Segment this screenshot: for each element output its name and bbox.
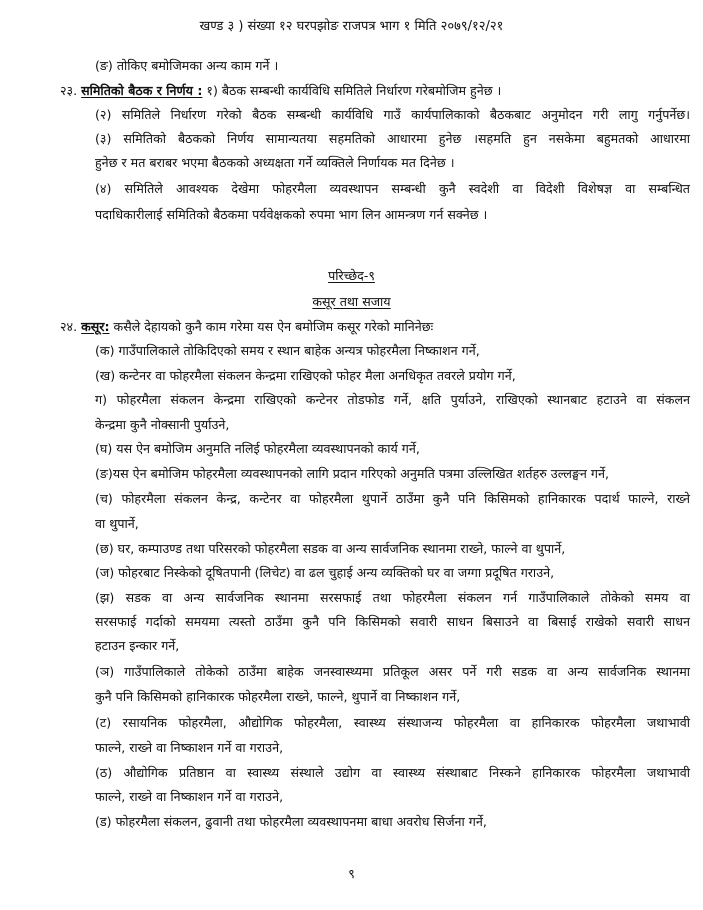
offence-nga: (ङ)यस ऐन बमोजिम फोहरमैला व्यवस्थापनको लागि प्रदान गरिएको अनुमति पत्रमा उल्लिखित शर्तहरु उल्लङ्घन गर्ने,: [95, 466, 609, 481]
offence-ja: (ज) फोहरबाट निस्केको दूषितपानी (लिचेट) वा ढल चुहाई अन्य व्यक्तिको घर वा जग्गा प्रदूषित गराउने,: [95, 565, 555, 580]
offence-ta: (ट) रसायनिक फोहरमैला, औद्योगिक फोहरमैला, स्वास्थ्य संस्थाजन्य फोहरमैला वा हानिकारक फोहरमैला जथाभावी: [95, 715, 690, 730]
section-title: कसूर:: [81, 319, 110, 334]
offence-ta-cont: फाल्ने, राख्ने वा निष्काशन गर्ने वा गराउने,: [95, 740, 284, 755]
offence-jha-cont-2: हटाउन इन्कार गर्ने,: [95, 638, 180, 653]
section-23-heading: [60, 83, 501, 99]
offence-da: (ड) फोहरमैला संकलन, ढुवानी तथा फोहरमैला व्यवस्थापनमा बाधा अवरोध सिर्जना गर्ने,: [95, 814, 487, 829]
clause-23-3: (३) समितिको बैठकको निर्णय सामान्यतया सहमतिको आधारमा हुनेछ ।सहमति हुन नसकेमा बहुमतको आधारमा: [95, 131, 690, 146]
section-text: १) बैठक सम्बन्धी कार्यविधि समितिले निर्धारण गरेबमोजिम हुनेछ ।: [206, 83, 502, 98]
offence-tha: (ठ) औद्योगिक प्रतिष्ठान वा स्वास्थ्य संस्थाले उद्योग वा स्वास्थ्य संस्थाबाट निस्कने हानिकारक फोहरमैला जथाभावी: [95, 765, 690, 780]
offence-gha: (घ) यस ऐन बमोजिम अनुमति नलिई फोहरमैला व्यवस्थापनको कार्य गर्ने,: [95, 441, 420, 456]
chapter-title: कसूर तथा सजाय: [312, 294, 391, 309]
clause-23-2: (२) समितिले निर्धारण गरेको बैठक सम्बन्धी कार्यविधि गाउँ कार्यपालिकाको बैठकबाट अनुमोदन गरी लागु गर्नुपर्नेछ।: [95, 107, 690, 122]
section-24-heading: [60, 319, 433, 335]
clause-23-4-cont: पदाधिकारीलाई समितिको बैठकमा पर्यवेक्षकको रुपमा भाग लिन आमन्त्रण गर्न सक्नेछ ।: [95, 207, 488, 222]
offence-jha: (झ) सडक वा अन्य सार्वजनिक स्थानमा सरसफाई तथा फोहरमैला संकलन गर्न गाउँपालिकाले तोकेको समय वा: [95, 590, 690, 605]
page-number: ९: [348, 866, 355, 881]
offence-chha: (छ) घर, कम्पाउण्ड तथा परिसरको फोहरमैला सडक वा अन्य सार्वजनिक स्थानमा राख्ने, फाल्ने वा थुपार्ने,: [95, 541, 566, 556]
clause-22-item-nga: (ङ) तोकिए बमोजिमका अन्य काम गर्ने ।: [95, 58, 279, 73]
offence-jha-cont: सरसफाई गर्दाको समयमा त्यस्तो ठाउँमा कुनै पनि किसिमको सवारी साधन बिसाउने वा बिसाई राखेको सवारी साधन: [95, 614, 690, 629]
section-number: २४.: [60, 319, 78, 334]
offence-ga: ग) फोहरमैला संकलन केन्द्रमा राखिएको कन्टेनर तोडफोड गर्ने, क्षति पुर्याउने, राखिएको स्थानबाट हटाउने वा संकलन: [95, 392, 690, 407]
section-title: समितिको बैठक र निर्णय :: [81, 83, 203, 98]
offence-cha-cont: वा थुपार्ने,: [95, 516, 139, 531]
offence-nya-cont: कुनै पनि किसिमको हानिकारक फोहरमैला राख्ने, फाल्ने, थुपार्ने वा निष्काशन गर्ने,: [95, 689, 461, 704]
section-number: २३.: [60, 83, 78, 98]
chapter-number: परिच्छेद-९: [328, 268, 375, 283]
offence-tha-cont: फाल्ने, राख्ने वा निष्काशन गर्ने वा गराउने,: [95, 789, 284, 804]
offence-nya: (ञ) गाउँपालिकाले तोकेको ठाउँमा बाहेक जनस्वास्थ्यमा प्रतिकूल असर पर्ने गरी सडक वा अन्य सार्वजनिक स्थानमा: [95, 664, 690, 679]
section-text: कसैले देहायको कुनै काम गरेमा यस ऐन बमोजिम कसूर गरेको मानिनेछः: [113, 319, 434, 334]
offence-ga-cont: केन्द्रमा कुनै नोक्सानी पुर्याउने,: [95, 417, 230, 432]
page-header: खण्ड ३ ) संख्या १२ घरपझोङ राजपत्र भाग १ मिति २०७९/१२/२१: [199, 19, 504, 34]
offence-ka: (क) गाउँपालिकाले तोकिदिएको समय र स्थान बाहेक अन्यत्र फोहरमैला निष्काशन गर्ने,: [95, 343, 480, 358]
clause-23-4: (४) समितिले आवश्यक देखेमा फोहरमैला व्यवस्थापन सम्बन्धी कुनै स्वदेशी वा विदेशी विशेषज्ञ वा सम्बन्धित: [95, 181, 690, 196]
offence-cha: (च) फोहरमैला संकलन केन्द्र, कन्टेनर वा फोहरमैला थुपार्ने ठाउँमा कुनै पनि किसिमको हानिकारक पदार्थ फाल्ने, राख्ने: [95, 491, 690, 506]
clause-23-3-cont: हुनेछ र मत बराबर भएमा बैठकको अध्यक्षता गर्ने व्यक्तिले निर्णायक मत दिनेछ ।: [95, 155, 455, 170]
offence-kha: (ख) कन्टेनर वा फोहरमैला संकलन केन्द्रमा राखिएको फोहर मैला अनधिकृत तवरले प्रयोग गर्ने,: [95, 368, 516, 383]
